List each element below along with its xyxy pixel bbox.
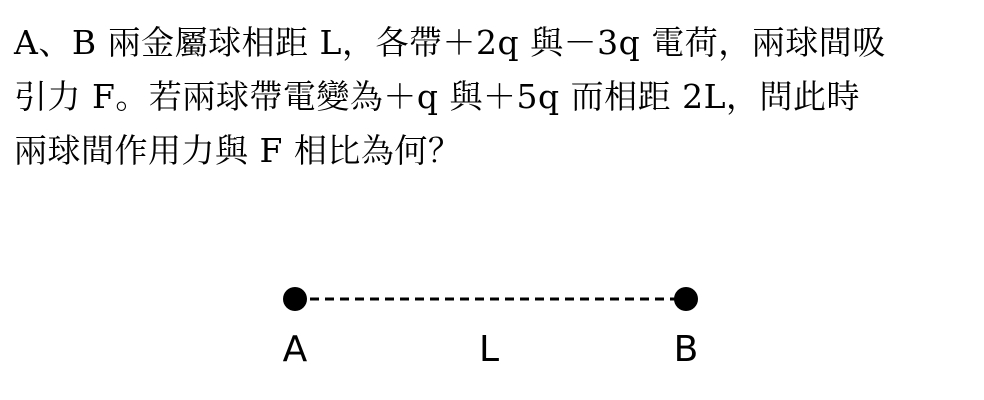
label-b: B (673, 329, 699, 370)
question-text (14, 16, 974, 178)
sphere-a-dot (283, 287, 307, 311)
label-a: A (282, 329, 308, 370)
question-line-2: 引力 F。若兩球帶電變為＋q 與＋5q 而相距 2L，問此時 (14, 77, 861, 116)
sphere-b-dot (674, 287, 698, 311)
question-line-3: 兩球間作用力與 F 相比為何？ (14, 131, 462, 170)
label-distance: L (478, 329, 500, 370)
question-line-1: A、B 兩金屬球相距 L，各帶＋2q 與－3q 電荷，兩球間吸 (14, 23, 886, 62)
